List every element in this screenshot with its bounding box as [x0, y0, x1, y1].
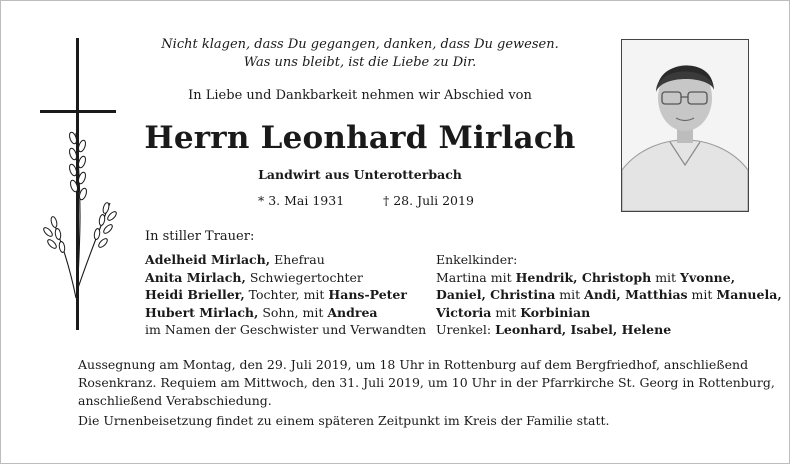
- grandchildren-column: [436, 251, 782, 339]
- text-segment: mit: [555, 287, 585, 302]
- poem-line-2: Was uns bleibt, ist die Liebe zu Dir.: [243, 55, 477, 70]
- grandchildren-row: [436, 304, 782, 322]
- name-segment: Yvonne,: [680, 269, 736, 285]
- mourner-partner: Andrea: [327, 304, 378, 320]
- portrait-photo: [621, 39, 749, 212]
- portrait-icon: [622, 40, 748, 211]
- great-grandchildren-row: [436, 321, 782, 339]
- grandchildren-row: [436, 269, 782, 287]
- mourner-relation: Schwiegertochter: [245, 269, 363, 285]
- grandchildren-label: Enkelkinder:: [436, 252, 518, 267]
- mourners-title: In stiller Trauer:: [145, 229, 255, 244]
- mourners-left-column: [145, 251, 426, 339]
- name-segment: Hendrik, Christoph: [515, 269, 652, 285]
- deceased-name: Herrn Leonhard Mirlach: [144, 120, 576, 156]
- name-segment: Leonhard, Isabel, Helene: [495, 322, 672, 337]
- mourner-relation: Sohn, mit: [258, 304, 328, 320]
- mourner-row: [145, 251, 426, 269]
- name-segment: Korbinian: [520, 304, 591, 320]
- top-border: [0, 0, 790, 1]
- mourner-row: [145, 304, 426, 322]
- text-segment: Urenkel:: [436, 322, 496, 337]
- mourner-relation: im Namen der Geschwister und Verwandten: [145, 322, 427, 337]
- name-segment: Victoria: [436, 304, 492, 320]
- mourner-name: Hubert Mirlach,: [145, 304, 259, 320]
- mourner-row: [145, 269, 426, 287]
- mourner-name: Anita Mirlach,: [145, 269, 246, 285]
- text-segment: Martina mit: [436, 269, 516, 285]
- mourner-name: Heidi Brieller,: [145, 287, 245, 302]
- mourner-row: [145, 321, 426, 339]
- death-date: † 28. Juli 2019: [383, 193, 474, 208]
- mourner-row: [145, 286, 426, 304]
- mourner-relation: Ehefrau: [270, 252, 325, 267]
- text-segment: mit: [687, 287, 717, 302]
- intro-text: In Liebe und Dankbarkeit nehmen wir Abschied von: [188, 88, 532, 103]
- poem-line-1: Nicht klagen, dass Du gegangen, danken, dass Du gewesen.: [161, 37, 559, 52]
- mourner-relation: Tochter, mit: [244, 287, 329, 302]
- occupation: Landwirt aus Unterotterbach: [258, 167, 462, 182]
- name-segment: Andi, Matthias: [584, 287, 688, 302]
- name-segment: Daniel, Christina: [436, 287, 556, 302]
- text-segment: mit: [651, 269, 681, 285]
- cross-with-wheat-icon: [40, 38, 120, 330]
- mourner-name: Adelheid Mirlach,: [145, 252, 271, 267]
- left-border: [0, 0, 1, 464]
- urn-burial-note: Die Urnenbeisetzung findet zu einem späteren Zeitpunkt im Kreis der Familie statt.: [78, 413, 610, 428]
- funeral-details: Aussegnung am Montag, den 29. Juli 2019, um 18 Uhr in Rottenburg auf dem Bergfriedhof, anschließend Rosenkranz. Requiem am Mittwoch, den 31. Juli 2019, um 10 Uhr in der Pfarrkirche St. Georg in Rottenburg, anschließend Verabschiedung.: [78, 357, 775, 408]
- birth-date: * 3. Mai 1931: [258, 193, 345, 208]
- mourner-partner: Hans-Peter: [328, 287, 407, 302]
- grandchildren-row: [436, 286, 782, 304]
- text-segment: mit: [491, 304, 521, 320]
- name-segment: Manuela,: [716, 287, 782, 302]
